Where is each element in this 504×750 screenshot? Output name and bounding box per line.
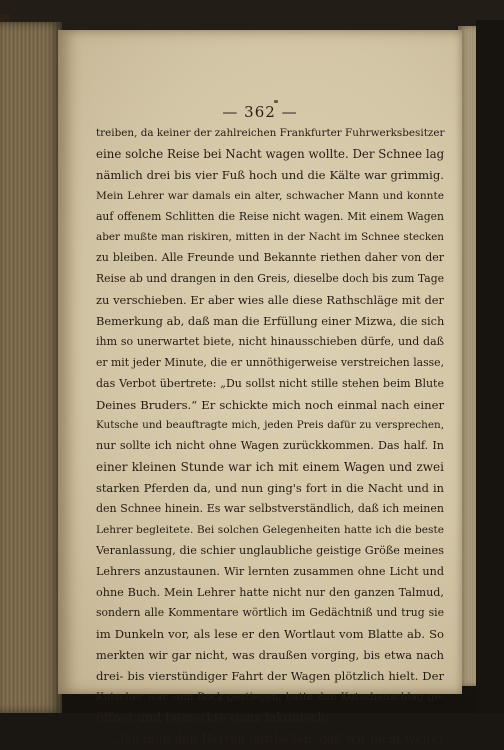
- text-line: Veranlassung, die schier unglaubliche geistige Größe meines: [96, 543, 444, 557]
- text-line: treiben, da keiner der zahlreichen Frankfurter Fuhrwerksbesitzer: [96, 127, 445, 139]
- text-line: drei- bis vierstündiger Fahrt der Wagen plötzlich hielt. Der: [96, 669, 444, 684]
- text-line: Bemerkung ab, daß man die Erfüllung einer Mizwa, die sich: [96, 314, 445, 329]
- text-line: merkten wir gar nicht, was draußen vorging, bis etwa nach: [96, 648, 444, 663]
- left-page-stack: [0, 22, 62, 713]
- text-line: nur sollte ich nicht ohne Wagen zurückkommen. Das half. In: [96, 439, 444, 453]
- text-line: ohne Buch. Mein Lehrer hatte nicht nur den ganzen Talmud,: [96, 585, 444, 599]
- text-line: den Schnee hinein. Es war selbstverständlich, daß ich meinen: [96, 502, 444, 516]
- text-line: Reise ab und drangen in den Greis, dieselbe doch bis zum Tage: [96, 272, 444, 286]
- text-line: nämlich drei bis vier Fuß hoch und die Kälte war grimmig.: [96, 167, 444, 182]
- text-line: ihm so unerwartet biete, nicht hinausschieben dürfe, und daß: [96, 334, 444, 348]
- text-line: Mein Lehrer war damals ein alter, schwacher Mann und konnte: [96, 189, 444, 202]
- text-line: starken Pferden da, und nun ging's fort in die Nacht und in: [96, 481, 444, 496]
- text-line: zu verschieben. Er aber wies alle diese Rathschläge mit der: [96, 293, 444, 308]
- text-line: er mit jeder Minute, die er unnöthigerweise verstreichen lasse,: [96, 355, 444, 369]
- text-line: zu bleiben. Alle Freunde und Bekannte riethen daher von der: [96, 251, 444, 265]
- text-line: „Ich muß den Herren mittheilen, daß wir nicht weiter: [114, 731, 444, 746]
- text-line: Deines Bruders.“ Er schickte mich noch einmal nach einer: [96, 397, 444, 412]
- text-line: Lehrers anzustaunen. Wir lernten zusammen ohne Licht und: [96, 564, 444, 578]
- text-line: sondern alle Kommentare wörtlich im Gedächtniß und trug sie: [96, 606, 444, 620]
- page-text: [96, 123, 444, 750]
- text-line: eine solche Reise bei Nacht wagen wollte. Der Schnee lag: [96, 146, 445, 161]
- text-line: Kutsche und beauftragte mich, jeden Preis dafür zu versprechen,: [96, 419, 444, 432]
- text-line: öffnet und bemerkte ganz lakonisch:: [96, 709, 330, 725]
- text-line: aber mußte man riskiren, mitten in der Nacht im Schnee stecken: [96, 231, 444, 244]
- text-line: Kutscher war vom Bock gestiegen, hatte den Kutschenschlag ge-: [96, 691, 444, 704]
- text-line: das Verbot übertrete: „Du sollst nicht stille stehen beim Blute: [96, 376, 444, 390]
- page-number: — 362 —: [222, 103, 298, 121]
- text-line: im Dunkeln vor, als lese er den Wortlaut vom Blatte ab. So: [96, 627, 444, 642]
- text-line: Lehrer begleitete. Bei solchen Gelegenheiten hatte ich die beste: [96, 523, 444, 536]
- text-line: einer kleinen Stunde war ich mit einem Wagen und zwei: [96, 460, 444, 475]
- right-book-cover: [476, 20, 504, 713]
- text-line: auf offenem Schlitten die Reise nicht wagen. Mit einem Wagen: [96, 209, 444, 223]
